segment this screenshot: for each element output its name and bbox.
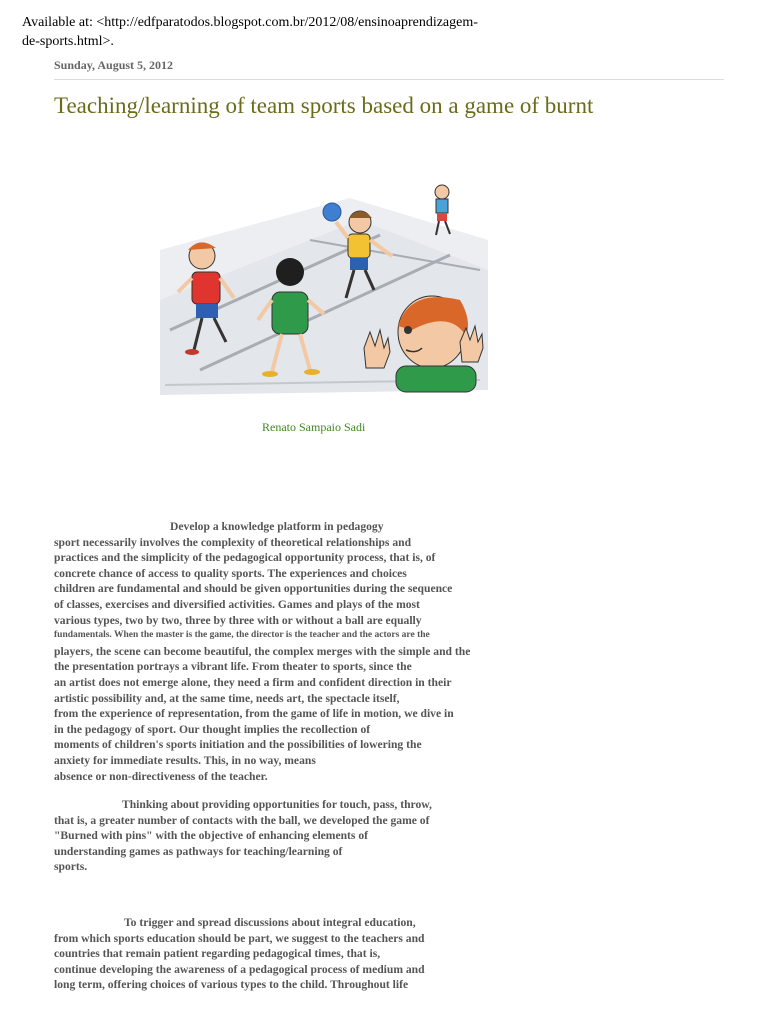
author-name: Renato Sampaio Sadi — [262, 420, 366, 434]
paragraph-line: "Burned with pins" with the objective of enhancing elements of — [54, 829, 368, 843]
paragraph-line: practices and the simplicity of the pedagogical opportunity process, that is, of — [54, 551, 436, 565]
paragraph-line: sports. — [54, 860, 88, 874]
paragraph-line: artistic possibility and, at the same time, needs art, the spectacle itself, — [54, 691, 400, 705]
paragraph-line: of classes, exercises and diversified activities. Games and plays of the most — [54, 597, 420, 611]
children-playing-ball-illustration — [160, 180, 488, 398]
source-citation — [22, 13, 542, 51]
paragraph-line: concrete chance of access to quality sports. The experiences and choices — [54, 566, 407, 580]
paragraph-line: fundamentals. When the master is the game, the director is the teacher and the actors are the — [54, 630, 430, 641]
date-divider — [54, 79, 724, 80]
paragraph-line: children are fundamental and should be given opportunities during the sequence — [54, 582, 453, 596]
illustration-drawing — [160, 180, 488, 398]
paragraph-line: from which sports education should be part, we suggest to the teachers and — [54, 931, 425, 945]
paragraph-line: the presentation portrays a vibrant life. From theater to sports, since the — [54, 660, 412, 674]
post-date: Sunday, August 5, 2012 — [54, 58, 174, 72]
source-citation-line-2: de-sports.html>. — [22, 34, 114, 49]
paragraph-line: sport necessarily involves the complexity of theoretical relationships and — [54, 535, 412, 549]
paragraph-2 — [54, 797, 534, 875]
paragraph-line: Develop a knowledge platform in pedagogy — [170, 520, 384, 533]
paragraph-line: an artist does not emerge alone, they need a firm and confident direction in their — [54, 675, 452, 689]
paragraph-line: moments of children's sports initiation and the possibilities of lowering the — [54, 738, 422, 752]
paragraph-line: To trigger and spread discussions about integral education, — [124, 916, 416, 929]
paragraph-line: long term, offering choices of various types to the child. Throughout life — [54, 978, 409, 992]
post-title: Teaching/learning of team sports based on a game of burnt — [54, 93, 594, 118]
paragraph-line: that is, a greater number of contacts with the ball, we developed the game of — [54, 813, 430, 827]
paragraph-1 — [54, 519, 534, 784]
paragraph-line: understanding games as pathways for teaching/learning of — [54, 844, 343, 858]
paragraph-line: in the pedagogy of sport. Our thought implies the recollection of — [54, 722, 371, 736]
paragraph-line: from the experience of representation, from the game of life in motion, we dive in — [54, 707, 454, 721]
paragraph-line: anxiety for immediate results. This, in no way, means — [54, 753, 316, 767]
paragraph-line: players, the scene can become beautiful, the complex merges with the simple and the — [54, 644, 471, 658]
paragraph-line: countries that remain patient regarding pedagogical times, that is, — [54, 947, 381, 961]
paragraph-line: absence or non-directiveness of the teacher. — [54, 769, 268, 783]
paragraph-line: Thinking about providing opportunities for touch, pass, throw, — [122, 798, 432, 811]
source-citation-line-1: Available at: <http://edfparatodos.blogspot.com.br/2012/08/ensinoaprendizagem- — [22, 15, 478, 30]
paragraph-3 — [54, 915, 534, 993]
paragraph-line: continue developing the awareness of a pedagogical process of medium and — [54, 962, 425, 976]
paragraph-line: various types, two by two, three by three with or without a ball are equally — [54, 613, 422, 627]
